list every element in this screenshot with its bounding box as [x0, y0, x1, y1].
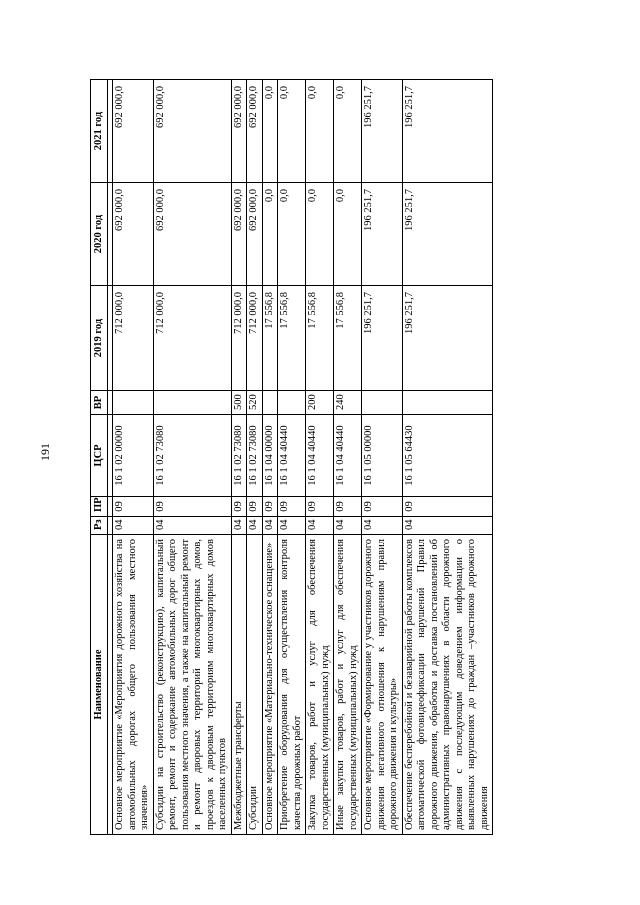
cell-2020: 692 000,0: [153, 183, 231, 286]
header-2021: 2021 год: [91, 80, 108, 183]
cell-2019: 196 251,7: [362, 286, 403, 391]
rotated-table-container: [90, 80, 627, 835]
cell-2021: 196 251,7: [402, 80, 493, 183]
cell-2020: 0,0: [262, 183, 278, 286]
cell-2021: 692 000,0: [231, 80, 247, 183]
table-row: [306, 80, 334, 835]
cell-2020: 0,0: [278, 183, 306, 286]
cell-rz: 04: [231, 517, 247, 535]
table-row: [247, 80, 263, 835]
cell-name: Обеспечение бесперебойной и безаварийной работы комплексов автоматической фотовидеофиксации нарушений Правил дорожного движения, обработка и доставка постановлений об административных правонарушениях в области дорожного движения с последующим доведением информации о выявленных нарушениях до граждан –участников дорожного движения: [402, 535, 493, 835]
cell-csr: 16 1 05 00000: [362, 415, 403, 497]
cell-2020: 0,0: [306, 183, 334, 286]
cell-pr: 09: [113, 497, 154, 517]
header-2019: 2019 год: [91, 286, 108, 391]
cell-pr: 09: [262, 497, 278, 517]
cell-2019: 196 251,7: [402, 286, 493, 391]
table-row: [153, 80, 231, 835]
header-csr: ЦСР: [91, 415, 108, 497]
cell-pr: 09: [306, 497, 334, 517]
cell-2021: 196 251,7: [362, 80, 403, 183]
table-row: [362, 80, 403, 835]
cell-2019: 712 000,0: [247, 286, 263, 391]
cell-2019: 17 556,8: [278, 286, 306, 391]
cell-csr: 16 1 04 40440: [334, 415, 362, 497]
cell-pr: 09: [231, 497, 247, 517]
cell-2020: 0,0: [334, 183, 362, 286]
cell-pr: 09: [402, 497, 493, 517]
cell-rz: 04: [247, 517, 263, 535]
cell-vr: [362, 391, 403, 415]
budget-table: [90, 79, 493, 835]
cell-csr: 16 1 04 40440: [278, 415, 306, 497]
cell-pr: 09: [278, 497, 306, 517]
cell-name: Закупка товаров, работ и услуг для обеспечения государственных (муниципальных) нужд: [306, 535, 334, 835]
cell-rz: 04: [402, 517, 493, 535]
cell-csr: 16 1 02 73080: [153, 415, 231, 497]
cell-rz: 04: [362, 517, 403, 535]
cell-2020: 692 000,0: [113, 183, 154, 286]
table-row: [113, 80, 154, 835]
cell-rz: 04: [278, 517, 306, 535]
cell-rz: 04: [153, 517, 231, 535]
table-header-row: [91, 80, 108, 835]
cell-pr: 09: [153, 497, 231, 517]
header-rz: Рз: [91, 517, 108, 535]
cell-2020: 692 000,0: [247, 183, 263, 286]
table-row: [334, 80, 362, 835]
cell-2019: 17 556,8: [306, 286, 334, 391]
cell-2021: 0,0: [278, 80, 306, 183]
cell-2021: 692 000,0: [247, 80, 263, 183]
cell-vr: 500: [231, 391, 247, 415]
header-vr: ВР: [91, 391, 108, 415]
cell-vr: 520: [247, 391, 263, 415]
cell-name: Приобретение оборудования для осуществления контроля качества дорожных работ: [278, 535, 306, 835]
cell-rz: 04: [334, 517, 362, 535]
cell-vr: [262, 391, 278, 415]
cell-csr: 16 1 02 73080: [247, 415, 263, 497]
cell-csr: 16 1 04 00000: [262, 415, 278, 497]
cell-name: Основное мероприятие «Формирование у участников дорожного движения негативного отношения к нарушениям правил дорожного движения и культуры»: [362, 535, 403, 835]
header-pr: ПР: [91, 497, 108, 517]
cell-2021: 0,0: [334, 80, 362, 183]
table-row: [278, 80, 306, 835]
header-name: Наименование: [91, 535, 108, 835]
cell-pr: 09: [362, 497, 403, 517]
cell-csr: 16 1 05 64430: [402, 415, 493, 497]
cell-2020: 196 251,7: [402, 183, 493, 286]
table-row: [402, 80, 493, 835]
cell-rz: 04: [306, 517, 334, 535]
cell-2021: 0,0: [306, 80, 334, 183]
cell-2021: 692 000,0: [113, 80, 154, 183]
cell-csr: 16 1 04 40440: [306, 415, 334, 497]
cell-vr: [402, 391, 493, 415]
cell-name: Межбюджетные трансферты: [231, 535, 247, 835]
cell-2020: 196 251,7: [362, 183, 403, 286]
cell-2019: 17 556,8: [262, 286, 278, 391]
cell-2021: 0,0: [262, 80, 278, 183]
cell-csr: 16 1 02 73080: [231, 415, 247, 497]
cell-2019: 712 000,0: [113, 286, 154, 391]
cell-vr: 240: [334, 391, 362, 415]
cell-pr: 09: [247, 497, 263, 517]
cell-2020: 692 000,0: [231, 183, 247, 286]
cell-vr: [153, 391, 231, 415]
cell-name: Иные закупки товаров, работ и услуг для обеспечения государственных (муниципальных) нужд: [334, 535, 362, 835]
page-number: 191: [38, 443, 52, 461]
cell-2019: 17 556,8: [334, 286, 362, 391]
table-row: [231, 80, 247, 835]
header-2020: 2020 год: [91, 183, 108, 286]
cell-vr: [113, 391, 154, 415]
cell-name: Основное мероприятие «Мероприятия дорожного хозяйства на автомобильных дорогах общего пользования местного значения»: [113, 535, 154, 835]
cell-name: Основное мероприятие «Материально-техническое оснащение»: [262, 535, 278, 835]
cell-pr: 09: [334, 497, 362, 517]
cell-rz: 04: [262, 517, 278, 535]
cell-csr: 16 1 02 00000: [113, 415, 154, 497]
cell-2021: 692 000,0: [153, 80, 231, 183]
cell-rz: 04: [113, 517, 154, 535]
cell-name: Субсидии: [247, 535, 263, 835]
cell-2019: 712 000,0: [231, 286, 247, 391]
table-row: [262, 80, 278, 835]
cell-2019: 712 000,0: [153, 286, 231, 391]
cell-vr: 200: [306, 391, 334, 415]
cell-vr: [278, 391, 306, 415]
cell-name: Субсидии на строительство (реконструкцию), капитальный ремонт, ремонт и содержание автомобильных дорог общего пользования местного значения, а также на капитальный ремонт и ремонт дворовых территорий многоквартирных домов, проездов к дворовым территориям многоквартирных домов населенных пунктов: [153, 535, 231, 835]
